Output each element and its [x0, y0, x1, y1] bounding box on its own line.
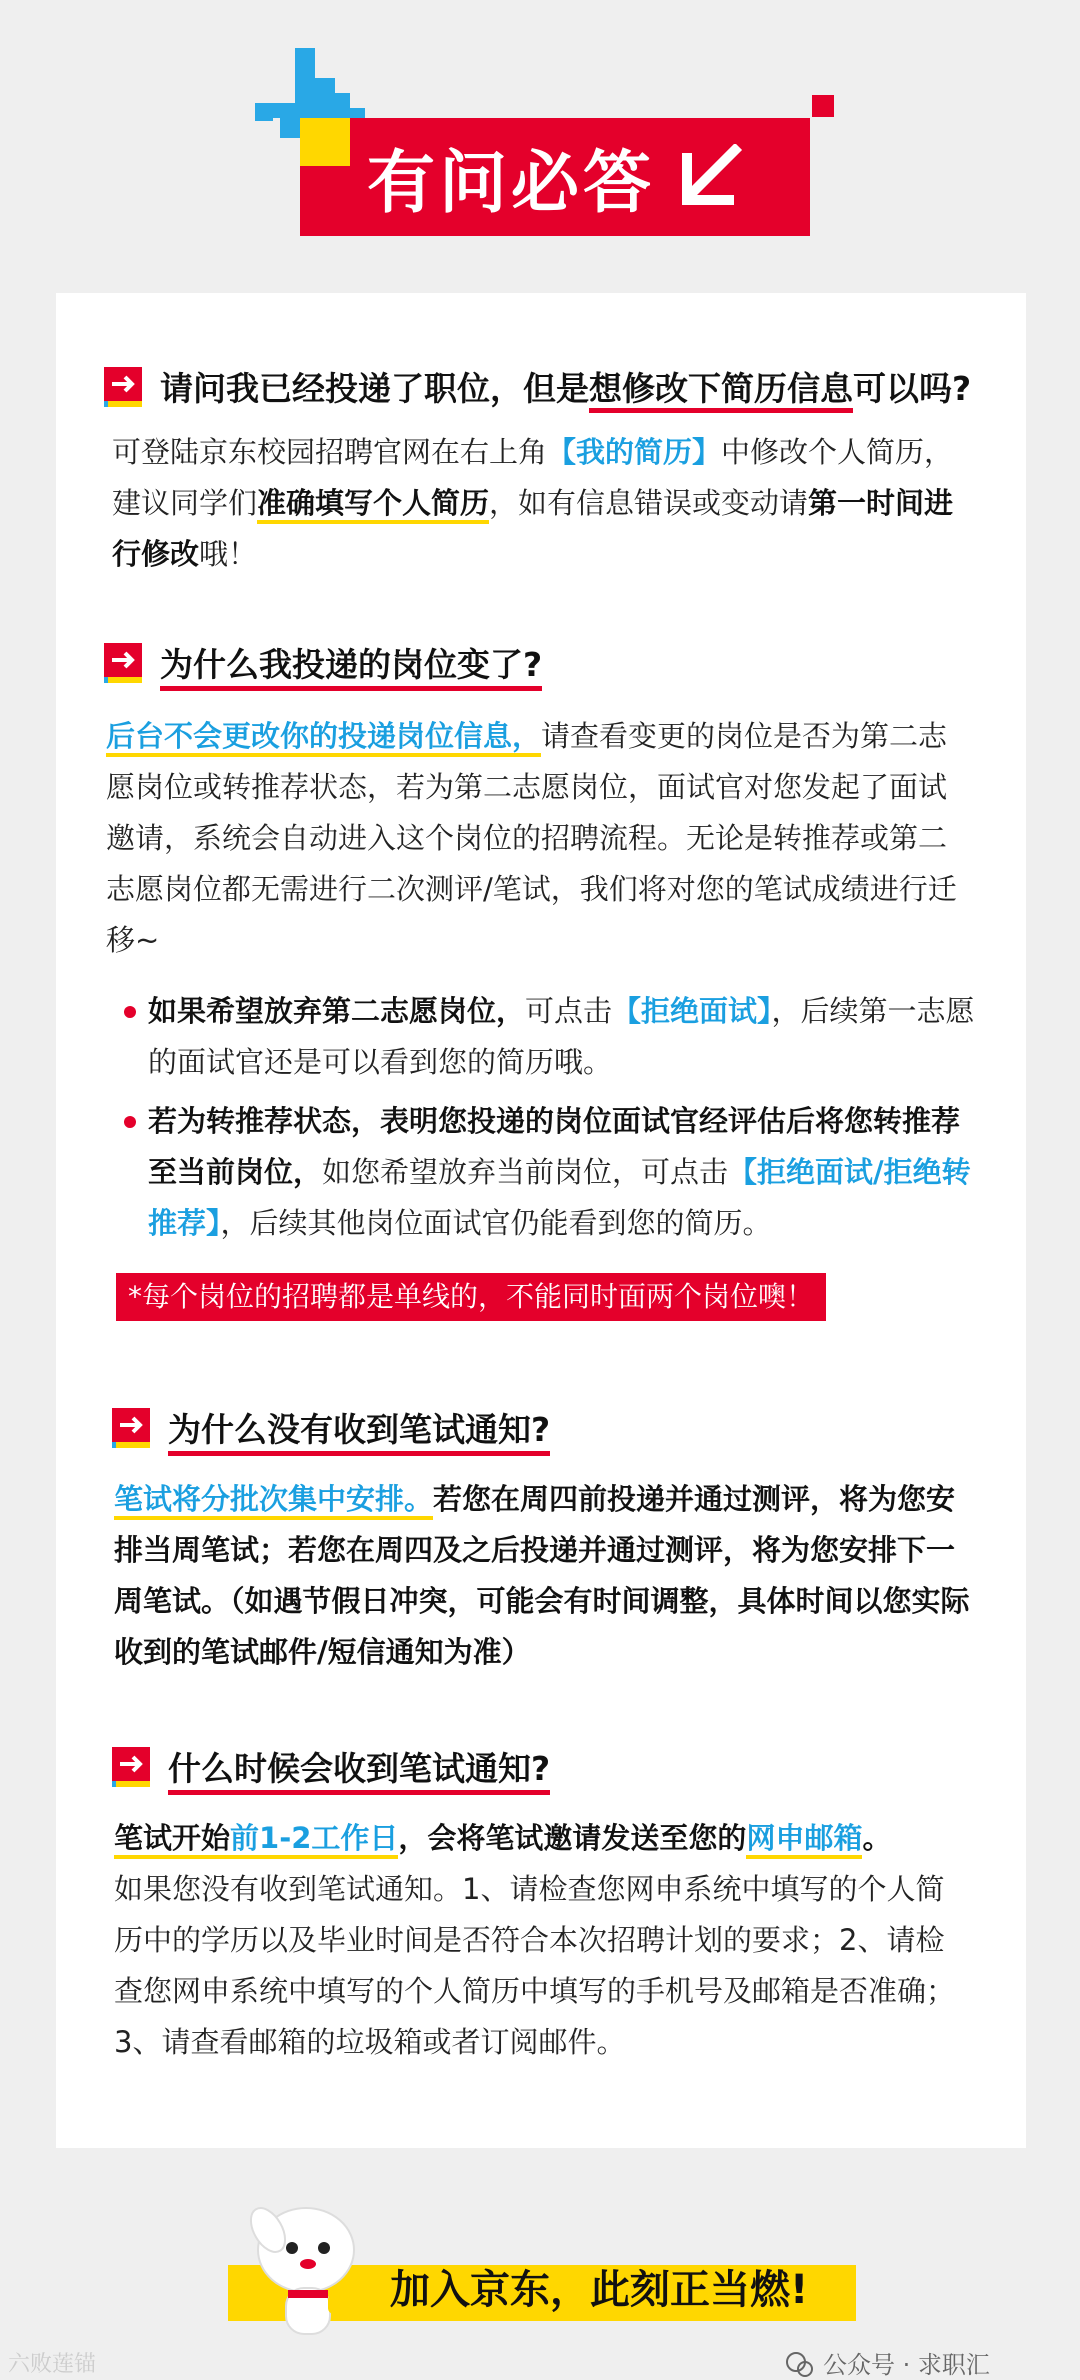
decor-yellow-block	[300, 118, 350, 166]
question-text: 为什么没有收到笔试通知?	[168, 1406, 550, 1454]
joy-mascot-icon	[228, 2190, 378, 2350]
bullet-list	[104, 986, 984, 1249]
arrow-right-icon	[104, 367, 146, 407]
header	[0, 0, 1080, 290]
answer-text: 笔试开始前1-2工作日，会将笔试邀请发送至您的网申邮箱。 如果您没有收到笔试通知。1、请检查您网申系统中填写的个人简历中的学历以及毕业时间是否符合本次招聘计划的要求；2、请检查您网申系统中填写的个人简历中填写的手机号及邮箱是否准确；3、请查看邮箱的垃圾箱或者订阅邮件。	[114, 1821, 956, 2059]
faq-item-exam-notice-time	[56, 1745, 1026, 2068]
question-text: 为什么我投递的岗位变了?	[160, 641, 542, 689]
footer-slogan: 加入京东，此刻正当燃!	[390, 2267, 809, 2313]
watermark: 六败莲锚	[8, 2352, 97, 2377]
arrow-down-left-icon	[677, 144, 743, 210]
answer-text: 后台不会更改你的投递岗位信息，请查看变更的岗位是否为第二志愿岗位或转推荐状态，若为第二志愿岗位，面试官对您发起了面试邀请，系统会自动进入这个岗位的招聘流程。无论是转推荐或第二志愿岗位都无需进行二次测评/笔试，我们将对您的笔试成绩进行迁移~	[106, 719, 957, 957]
question-row	[104, 365, 978, 413]
arrow-right-icon	[112, 1747, 154, 1787]
warning-text: *每个岗位的招聘都是单线的，不能同时面两个岗位噢！	[116, 1273, 826, 1321]
faq-item-resume	[56, 365, 1026, 580]
list-item: 如果希望放弃第二志愿岗位，可点击【拒绝面试】，后续第一志愿的面试官还是可以看到您的简历哦。	[124, 986, 984, 1088]
bullet-dot	[124, 1006, 136, 1018]
question-text: 请问我已经投递了职位，但是想修改下简历信息可以吗?	[160, 365, 971, 413]
answer-text: 可登陆京东校园招聘官网在右上角【我的简历】中修改个人简历， 建议同学们准确填写个人简历，如有信息错误或变动请第一时间进 行修改哦！	[112, 435, 954, 571]
faq-item-position-change	[56, 641, 1026, 1321]
warning-banner	[104, 1273, 978, 1321]
question-text: 什么时候会收到笔试通知?	[168, 1745, 550, 1793]
page-title: 有问必答	[366, 143, 655, 223]
wechat-account	[785, 2350, 990, 2380]
arrow-right-icon	[112, 1408, 154, 1448]
arrow-right-icon	[104, 643, 146, 683]
faq-card	[56, 293, 1026, 2148]
title-banner	[300, 118, 810, 236]
question-row	[104, 641, 978, 689]
wechat-icon	[785, 2350, 815, 2380]
bullet-dot	[124, 1116, 136, 1128]
question-row	[112, 1745, 978, 1793]
faq-item-no-exam-notice	[56, 1406, 1026, 1678]
answer-text: 笔试将分批次集中安排。若您在周四前投递并通过测评，将为您安排当周笔试；若您在周四及之后投递并通过测评，将为您安排下一周笔试。（如遇节假日冲突，可能会有时间调整，具体时间以您实际收到的笔试邮件/短信通知为准）	[114, 1482, 970, 1669]
decor-square	[812, 95, 834, 117]
question-row	[112, 1406, 978, 1454]
list-item: 若为转推荐状态，表明您投递的岗位面试官经评估后将您转推荐至当前岗位，如您希望放弃当前岗位，可点击【拒绝面试/拒绝转推荐】，后续其他岗位面试官仍能看到您的简历。	[124, 1096, 984, 1249]
wechat-label: 公众号 · 求职汇	[823, 2351, 990, 2379]
